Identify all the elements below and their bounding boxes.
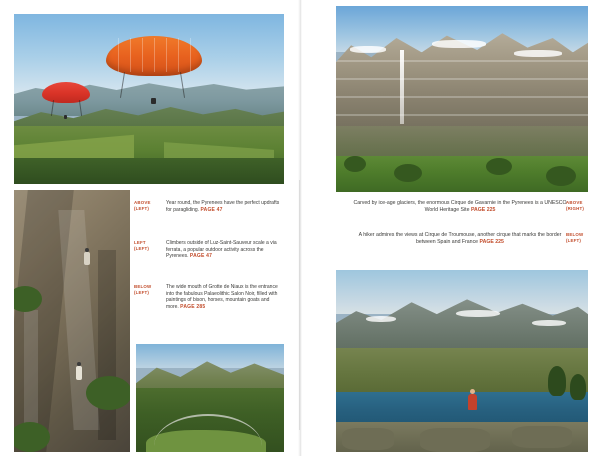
page-reference: PAGE 47 bbox=[189, 253, 213, 260]
snow-patch bbox=[514, 50, 562, 57]
shrub bbox=[486, 158, 512, 175]
photo-climber-on-rock-face bbox=[14, 190, 130, 452]
caption-label: BELOW (LEFT) bbox=[134, 284, 152, 295]
climber-head bbox=[77, 362, 81, 366]
caption-cirque-de-gavarnie: Carved by ice-age glaciers, the enormous Cirque de Gavarnie in the Pyrenees is a UNESCO World Heritage Site PAGE 225 bbox=[353, 200, 567, 214]
caption-label: ABOVE (LEFT) bbox=[134, 200, 151, 211]
gavarnie-waterfall bbox=[400, 50, 404, 124]
red-paraglider-canopy bbox=[42, 82, 90, 103]
snow-patch bbox=[432, 40, 486, 48]
photo-cirque-de-troumouse-lake bbox=[336, 270, 588, 452]
snow-patch bbox=[532, 320, 566, 326]
shrub bbox=[86, 376, 130, 410]
caption-paragliding bbox=[134, 200, 280, 213]
boulder bbox=[512, 426, 572, 448]
caption-grotte-de-niaux bbox=[134, 284, 280, 310]
photo-grotte-de-niaux-valley bbox=[136, 344, 284, 452]
paraglider-pilot bbox=[64, 115, 67, 119]
photo-cirque-de-gavarnie bbox=[336, 6, 588, 192]
snow-patch bbox=[456, 310, 500, 317]
caption-cirque-de-troumouse: A hiker admires the views at Cirque de Troumouse, another cirque that marks the border between Spain and France PAGE 225 bbox=[358, 232, 562, 246]
page-reference: PAGE 47 bbox=[200, 206, 223, 213]
shrub bbox=[394, 164, 422, 182]
caption-climbers bbox=[134, 240, 280, 260]
conifer-tree bbox=[570, 374, 586, 400]
climber-figure bbox=[84, 252, 90, 265]
caption-text: Climbers outside of Luz-Saint-Sauveur scale a via ferrata, a popular outdoor activity across the Pyrenees. PAGE 47 bbox=[166, 240, 277, 260]
page-reference: PAGE 285 bbox=[180, 303, 206, 310]
page-fold-line bbox=[299, 180, 300, 430]
snow-patch bbox=[366, 316, 396, 322]
hiker-head bbox=[470, 389, 475, 394]
boulder bbox=[342, 428, 394, 450]
treeline-layer bbox=[14, 158, 284, 184]
caption-label: BELOW (LEFT) bbox=[566, 232, 584, 243]
shrub bbox=[344, 156, 366, 172]
caption-text: Year round, the Pyrenees have the perfect updrafts for paragliding. PAGE 47 bbox=[166, 200, 280, 213]
caption-label: LEFT (LEFT) bbox=[134, 240, 150, 251]
shrub bbox=[546, 166, 576, 186]
caption-label: ABOVE (RIGHT) bbox=[566, 200, 584, 211]
photo-paragliding-over-pyrenees bbox=[14, 14, 284, 184]
boulder bbox=[420, 428, 490, 452]
page-reference: PAGE 225 bbox=[470, 207, 496, 214]
snow-patch bbox=[350, 46, 386, 53]
climber-figure bbox=[76, 366, 82, 380]
climber-head bbox=[85, 248, 89, 252]
conifer-tree bbox=[548, 366, 566, 396]
caption-text: The wide mouth of Grotte de Niaux is the entrance into the fabulous Palaeolithic Salon Noir, filled with paintings of bison, horses, mountain goats and more. PAGE 285 bbox=[166, 284, 278, 310]
hiker-figure bbox=[468, 394, 477, 410]
page-reference: PAGE 225 bbox=[479, 239, 504, 246]
paraglider-pilot bbox=[151, 98, 156, 104]
